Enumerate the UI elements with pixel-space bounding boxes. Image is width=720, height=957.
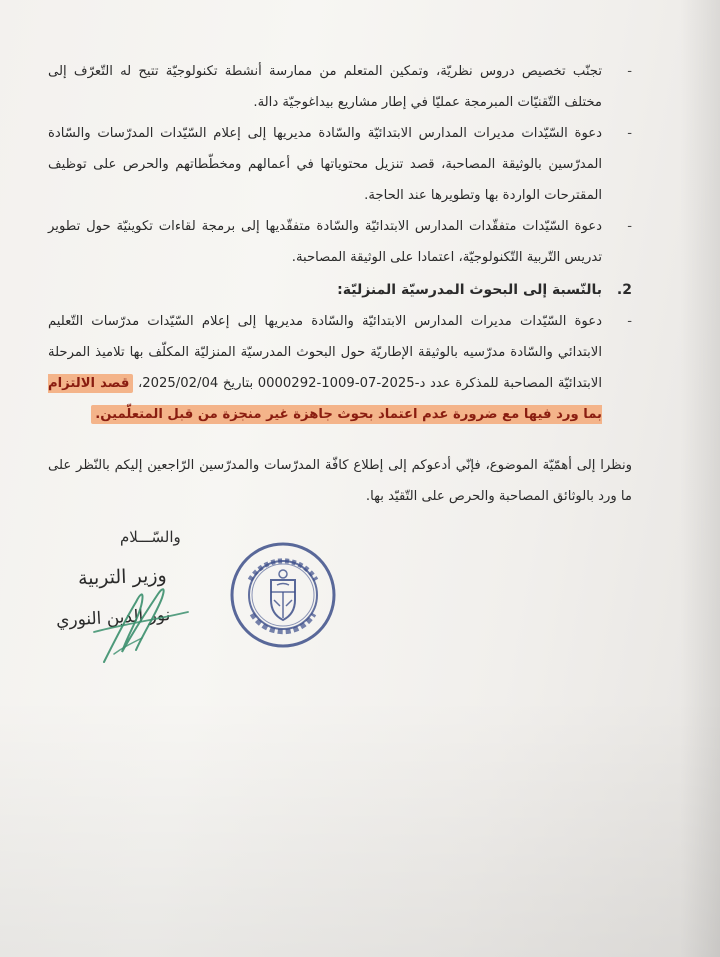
signature-scribble-icon [84,572,204,668]
minister-name: نور الدين النوري [55,605,171,631]
bullet-inspectors-training [48,211,632,273]
bullet-dash: - [627,219,632,234]
document-body [48,56,632,512]
section-number: 2. [616,282,632,298]
bullet-home-research [48,306,632,430]
section-title: بالنّسبة إلى البحوث المدرسيّة المنزليّة: [337,282,602,298]
salutation: والسّـــلام [120,528,181,546]
bullet-text: دعوة السّيّدات مديرات المدارس الابتدائيّة والسّادة مديريها إلى إعلام السّيّدات مدرّسات التّعليم الابتدائي والسّادة مدرّسيه بالوثيقة الإطاريّة حول البحوث المدرسيّة المنزليّة المكلّف بها تلاميذ المرحلة الابتدائيّة المصاحبة للمذكرة عدد د-2025-07-1009-0000292 بتاريخ 2025/02/04، [48,314,602,391]
page-shadow-bottom [0,697,720,957]
section-heading-home-research [48,275,632,306]
bullet-dash: - [627,64,632,79]
bullet-text: دعوة السّيّدات متفقّدات المدارس الابتدائيّة والسّادة متفقّديها إلى برمجة لقاءات تكوينيّة حول تطوير تدريس التّربية التّكنولوجيّة، اعتمادا على الوثيقة المصاحبة. [48,219,602,265]
bullet-avoid-theory [48,56,632,118]
highlighted-text: قصد الالتزام بما ورد فيها مع ضرورة عدم اعتماد بحوث جاهزة غير منجزة من قبل المتعلّمين. [48,376,602,422]
official-stamp [228,540,338,650]
handwritten-signature [84,572,204,668]
bullet-text: تجنّب تخصيص دروس نظريّة، وتمكين المتعلم من ممارسة أنشطة تكنولوجيّة تتيح له التّعرّف إلى مختلف التّقنيّات المبرمجة عمليّا في إطار مشاريع بيداغوجيّة دالة. [48,64,602,110]
minister-title: وزير التربية [77,564,168,590]
bullet-inform-teachers [48,118,632,211]
bullet-dash: - [627,314,632,329]
bullet-text: دعوة السّيّدات مديرات المدارس الابتدائيّة والسّادة مديريها إلى إعلام السّيّدات المدرّسات والسّادة المدرّسين بالوثيقة المصاحبة، قصد تنزيل محتوياتها في أعمالهم ومخطّطاتهم والحرص على توظيف المقترحات الواردة بها وتطويرها عند الحاجة. [48,126,602,203]
bullet-dash: - [627,126,632,141]
stamp-seal-icon [228,540,338,650]
closing-paragraph: ونظرا إلى أهمّيّة الموضوع، فإنّي أدعوكم إلى إطلاع كافّة المدرّسات والمدرّسين الرّاجعين إليكم بالنّظر على ما ورد بالوثائق المصاحبة والحرص على التّقيّد بها. [48,458,632,504]
